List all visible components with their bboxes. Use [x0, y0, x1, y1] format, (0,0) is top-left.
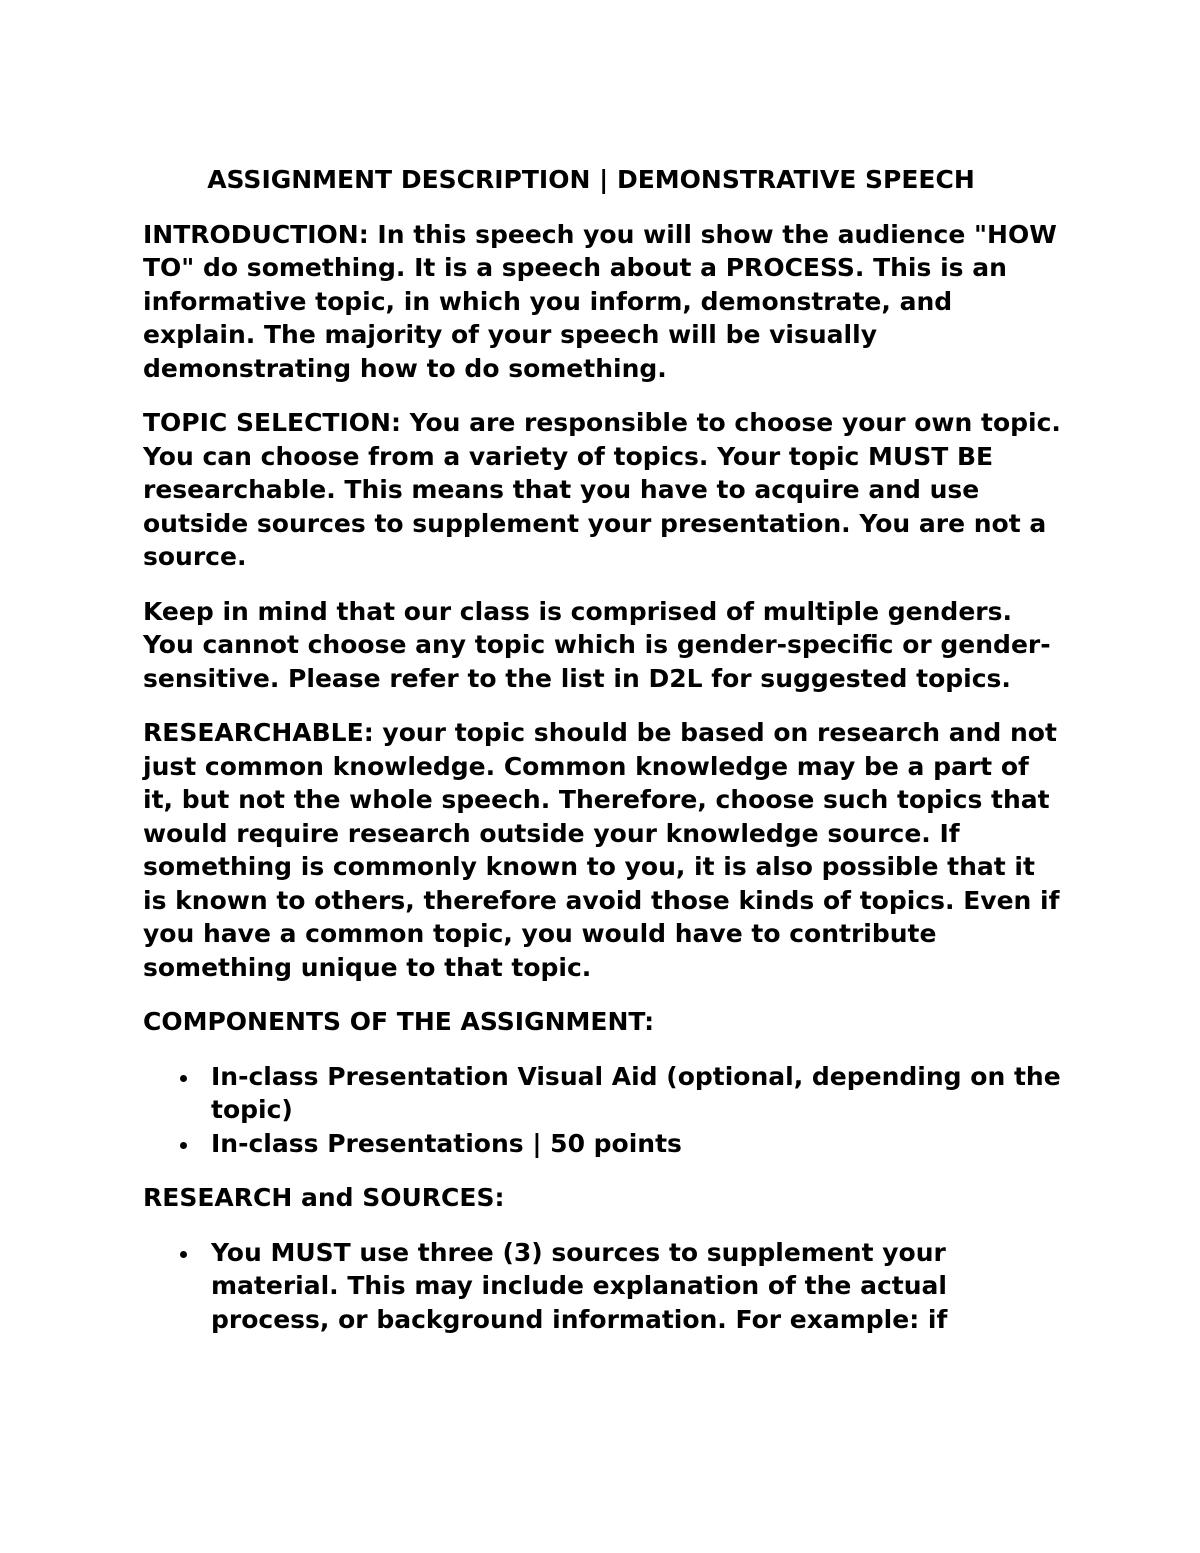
list-item	[143, 1236, 1063, 1337]
components-list	[143, 1060, 1063, 1161]
research-heading: RESEARCH and SOURCES:	[143, 1183, 505, 1212]
document-page	[143, 163, 1063, 1357]
topic-selection-paragraph: TOPIC SELECTION: You are responsible to choose your own topic. You can choose from a variety of topics. Your topic MUST BE researchable. This means that you have to acquire and use outside sources to supplement your presentation. You are not a source.	[143, 408, 1061, 571]
genders-note-paragraph: Keep in mind that our class is comprised of multiple genders. You cannot choose any topic which is gender-specific or gender-sensitive. Please refer to the list in D2L for suggested topics.	[143, 596, 1051, 693]
list-item-text: In-class Presentation Visual Aid (optional, depending on the topic)	[211, 1061, 1061, 1124]
components-heading: COMPONENTS OF THE ASSIGNMENT:	[143, 1007, 655, 1036]
researchable-paragraph: RESEARCHABLE: your topic should be based on research and not just common knowledge. Common knowledge may be a part of it, but not the whole speech. Therefore, choose such topics that would require research outside your knowledge source. If something is commonly known to you, it is also possible that it is known to others, therefore avoid those kinds of topics. Even if you have a common topic, you would have to contribute something unique to that topic.	[143, 718, 1060, 982]
bullet-icon	[180, 1075, 187, 1082]
document-title: ASSIGNMENT DESCRIPTION | DEMONSTRATIVE SPEECH	[207, 165, 975, 194]
research-list	[143, 1236, 1063, 1337]
list-item	[143, 1127, 1063, 1161]
bullet-icon	[180, 1142, 187, 1149]
list-item-text: In-class Presentations | 50 points	[211, 1128, 682, 1158]
bullet-icon	[180, 1251, 187, 1258]
list-item-text: You MUST use three (3) sources to supplement your material. This may include explanation of the actual process, or background information. For example: if	[211, 1237, 948, 1334]
introduction-paragraph: INTRODUCTION: In this speech you will show the audience "HOW TO" do something. It is a speech about a PROCESS. This is an informative topic, in which you inform, demonstrate, and explain. The majority of your speech will be visually demonstrating how to do something.	[143, 219, 1057, 383]
list-item	[143, 1060, 1063, 1127]
